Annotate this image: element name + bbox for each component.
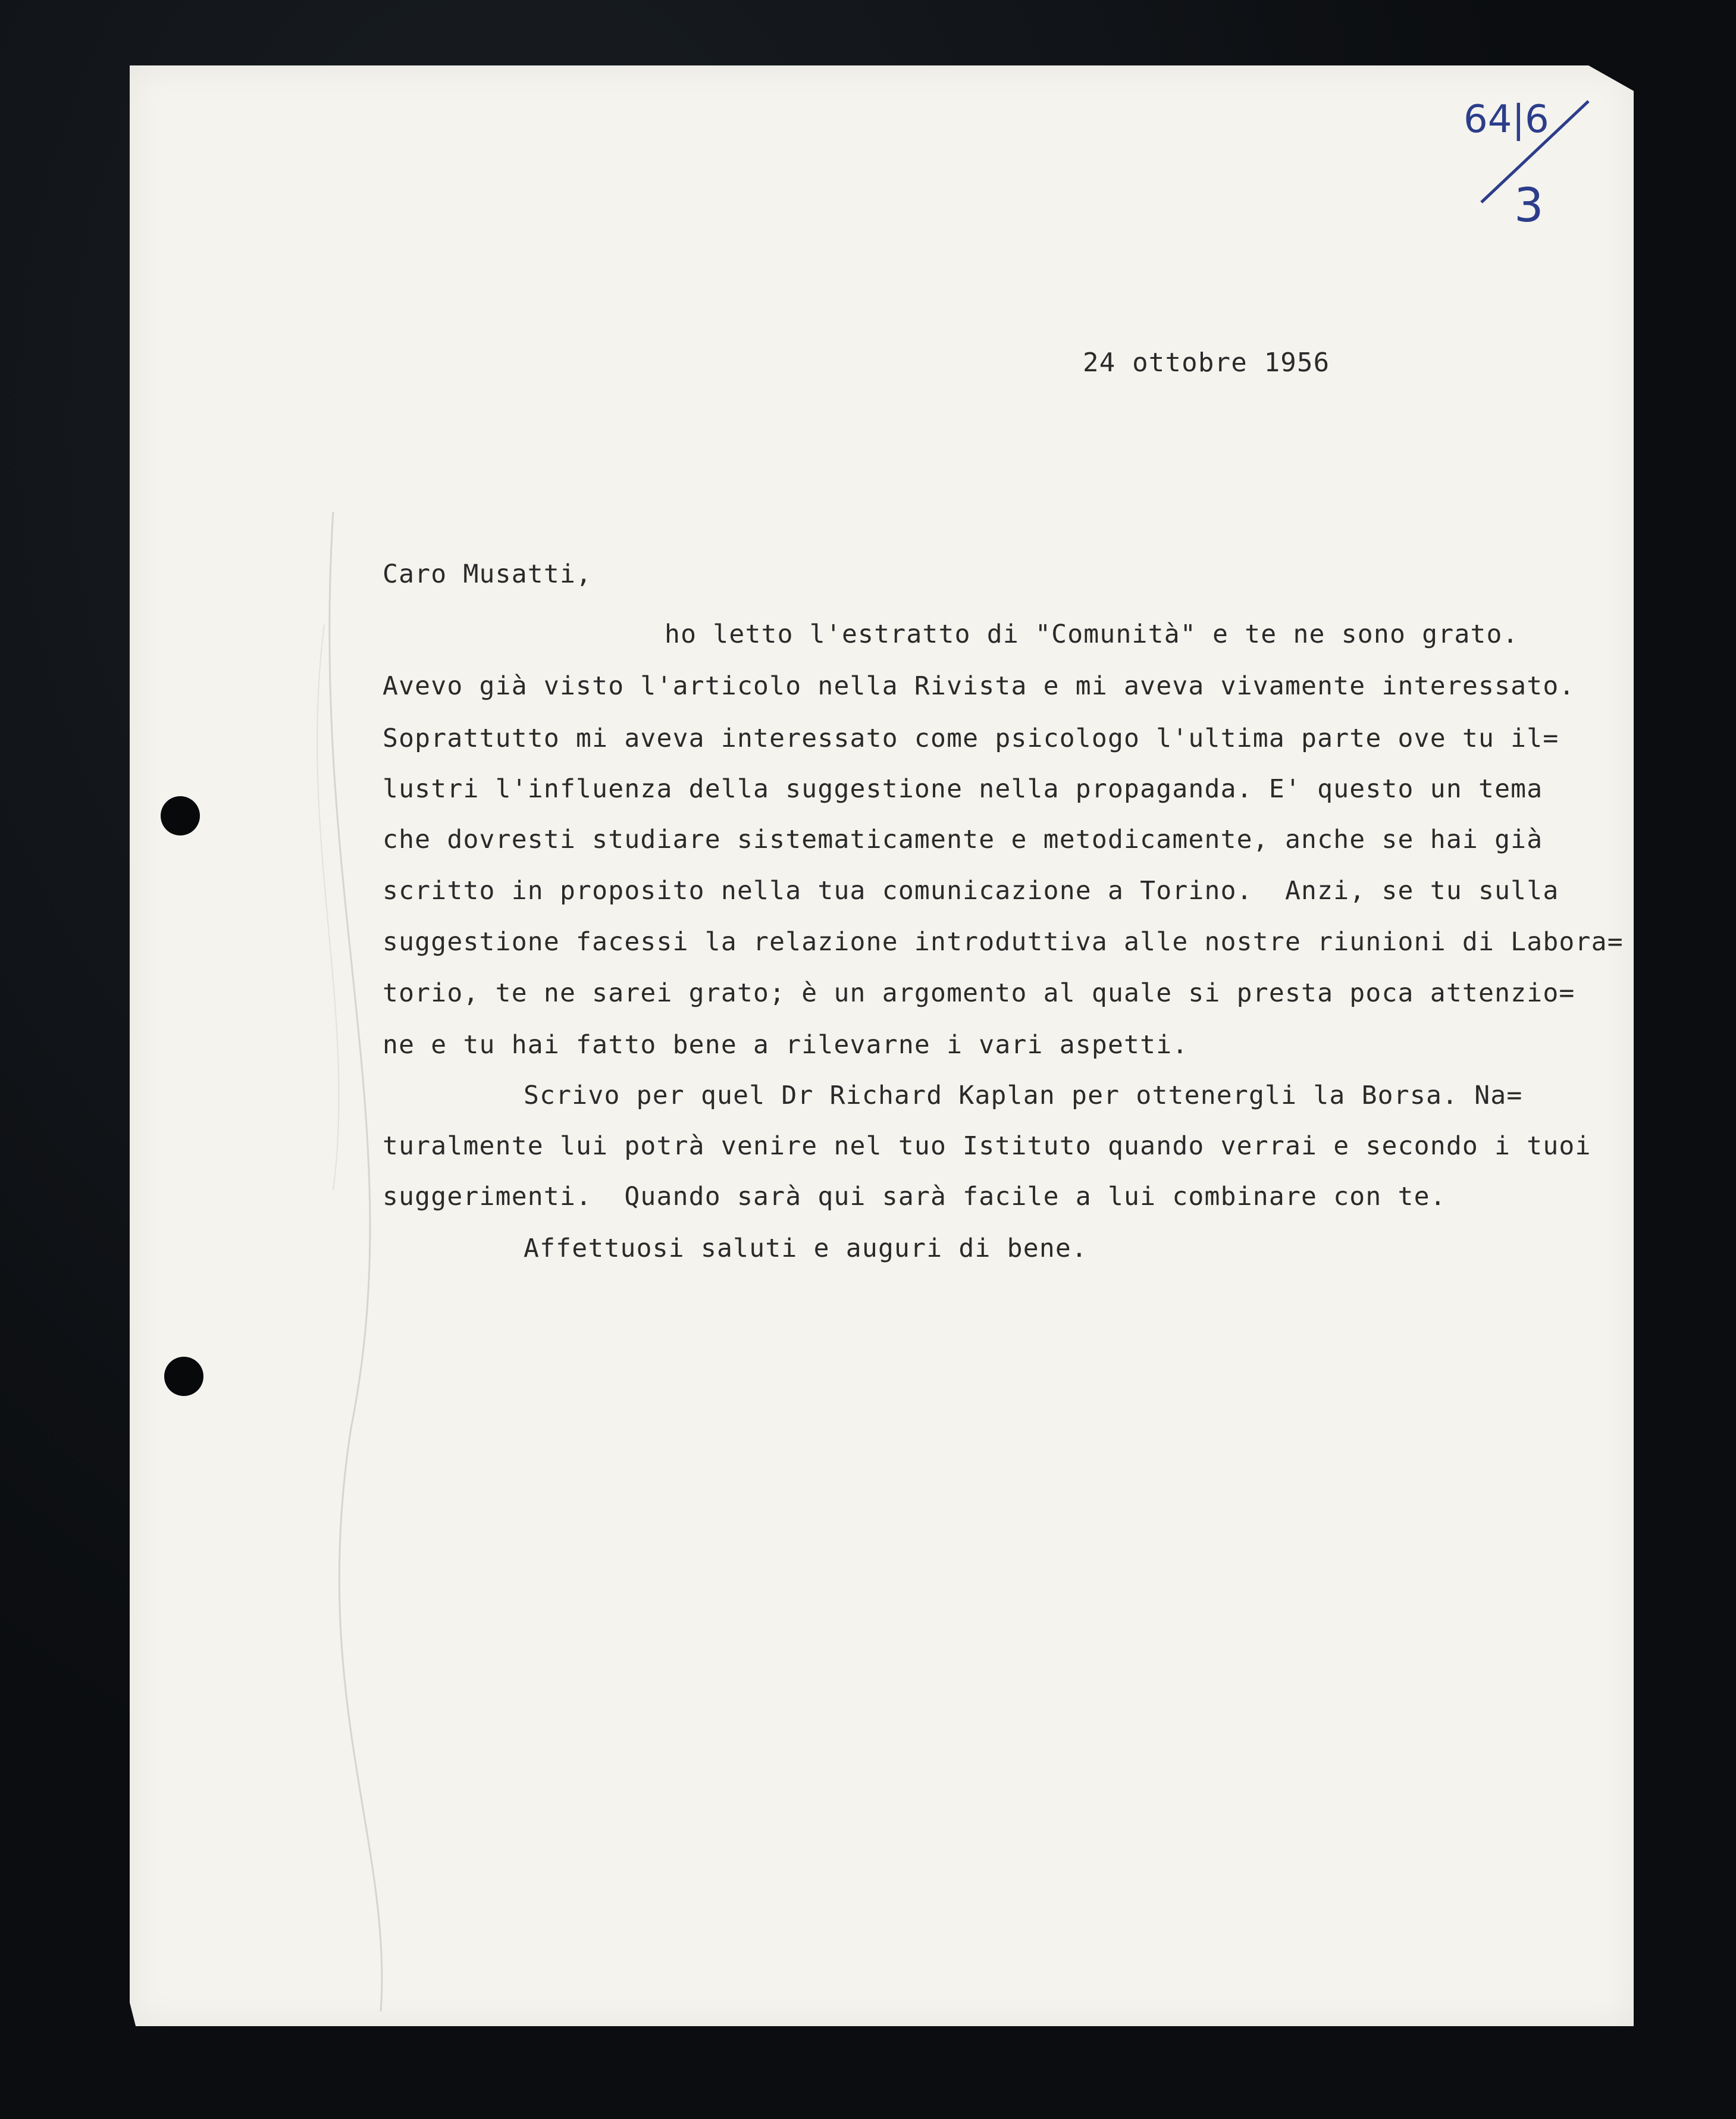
archive-shelfmark — [1452, 89, 1606, 238]
shelfmark-top: 64|6 — [1464, 98, 1549, 142]
body-line: ho letto l'estratto di "Comunità" e te ne sono grato. — [665, 619, 1519, 649]
body-line: suggerimenti. Quando sarà qui sarà facile a lui combinare con te. — [383, 1182, 1446, 1212]
body-line: scritto in proposito nella tua comunicazione a Torino. Anzi, se tu sulla — [383, 876, 1559, 906]
body-line: Soprattutto mi aveva interessato come psicologo l'ultima parte ove tu il= — [383, 724, 1559, 753]
body-line: suggestione facessi la relazione introduttiva alle nostre riunioni di Labora= — [383, 927, 1624, 957]
body-line: turalmente lui potrà venire nel tuo Istituto quando verrai e secondo i tuoi — [383, 1131, 1591, 1161]
salutation: Caro Musatti, — [383, 559, 593, 589]
body-line: torio, te ne sarei grato; è un argomento al quale si presta poca attenzio= — [383, 978, 1575, 1008]
body-line: Avevo già visto l'articolo nella Rivista e mi aveva vivamente interessato. — [383, 671, 1575, 701]
shelfmark-bottom: 3 — [1514, 179, 1544, 233]
closing-line: Affettuosi saluti e auguri di bene. — [524, 1234, 1088, 1263]
letter-date: 24 ottobre 1956 — [1083, 348, 1330, 378]
body-line: ne e tu hai fatto bene a rilevarne i vari aspetti. — [383, 1030, 1189, 1060]
body-line: che dovresti studiare sistematicamente e metodicamente, anche se hai già — [383, 825, 1543, 855]
body-line: Scrivo per quel Dr Richard Kaplan per ottenergli la Borsa. Na= — [524, 1081, 1523, 1110]
body-line: lustri l'influenza della suggestione nella propaganda. E' questo un tema — [383, 774, 1543, 804]
